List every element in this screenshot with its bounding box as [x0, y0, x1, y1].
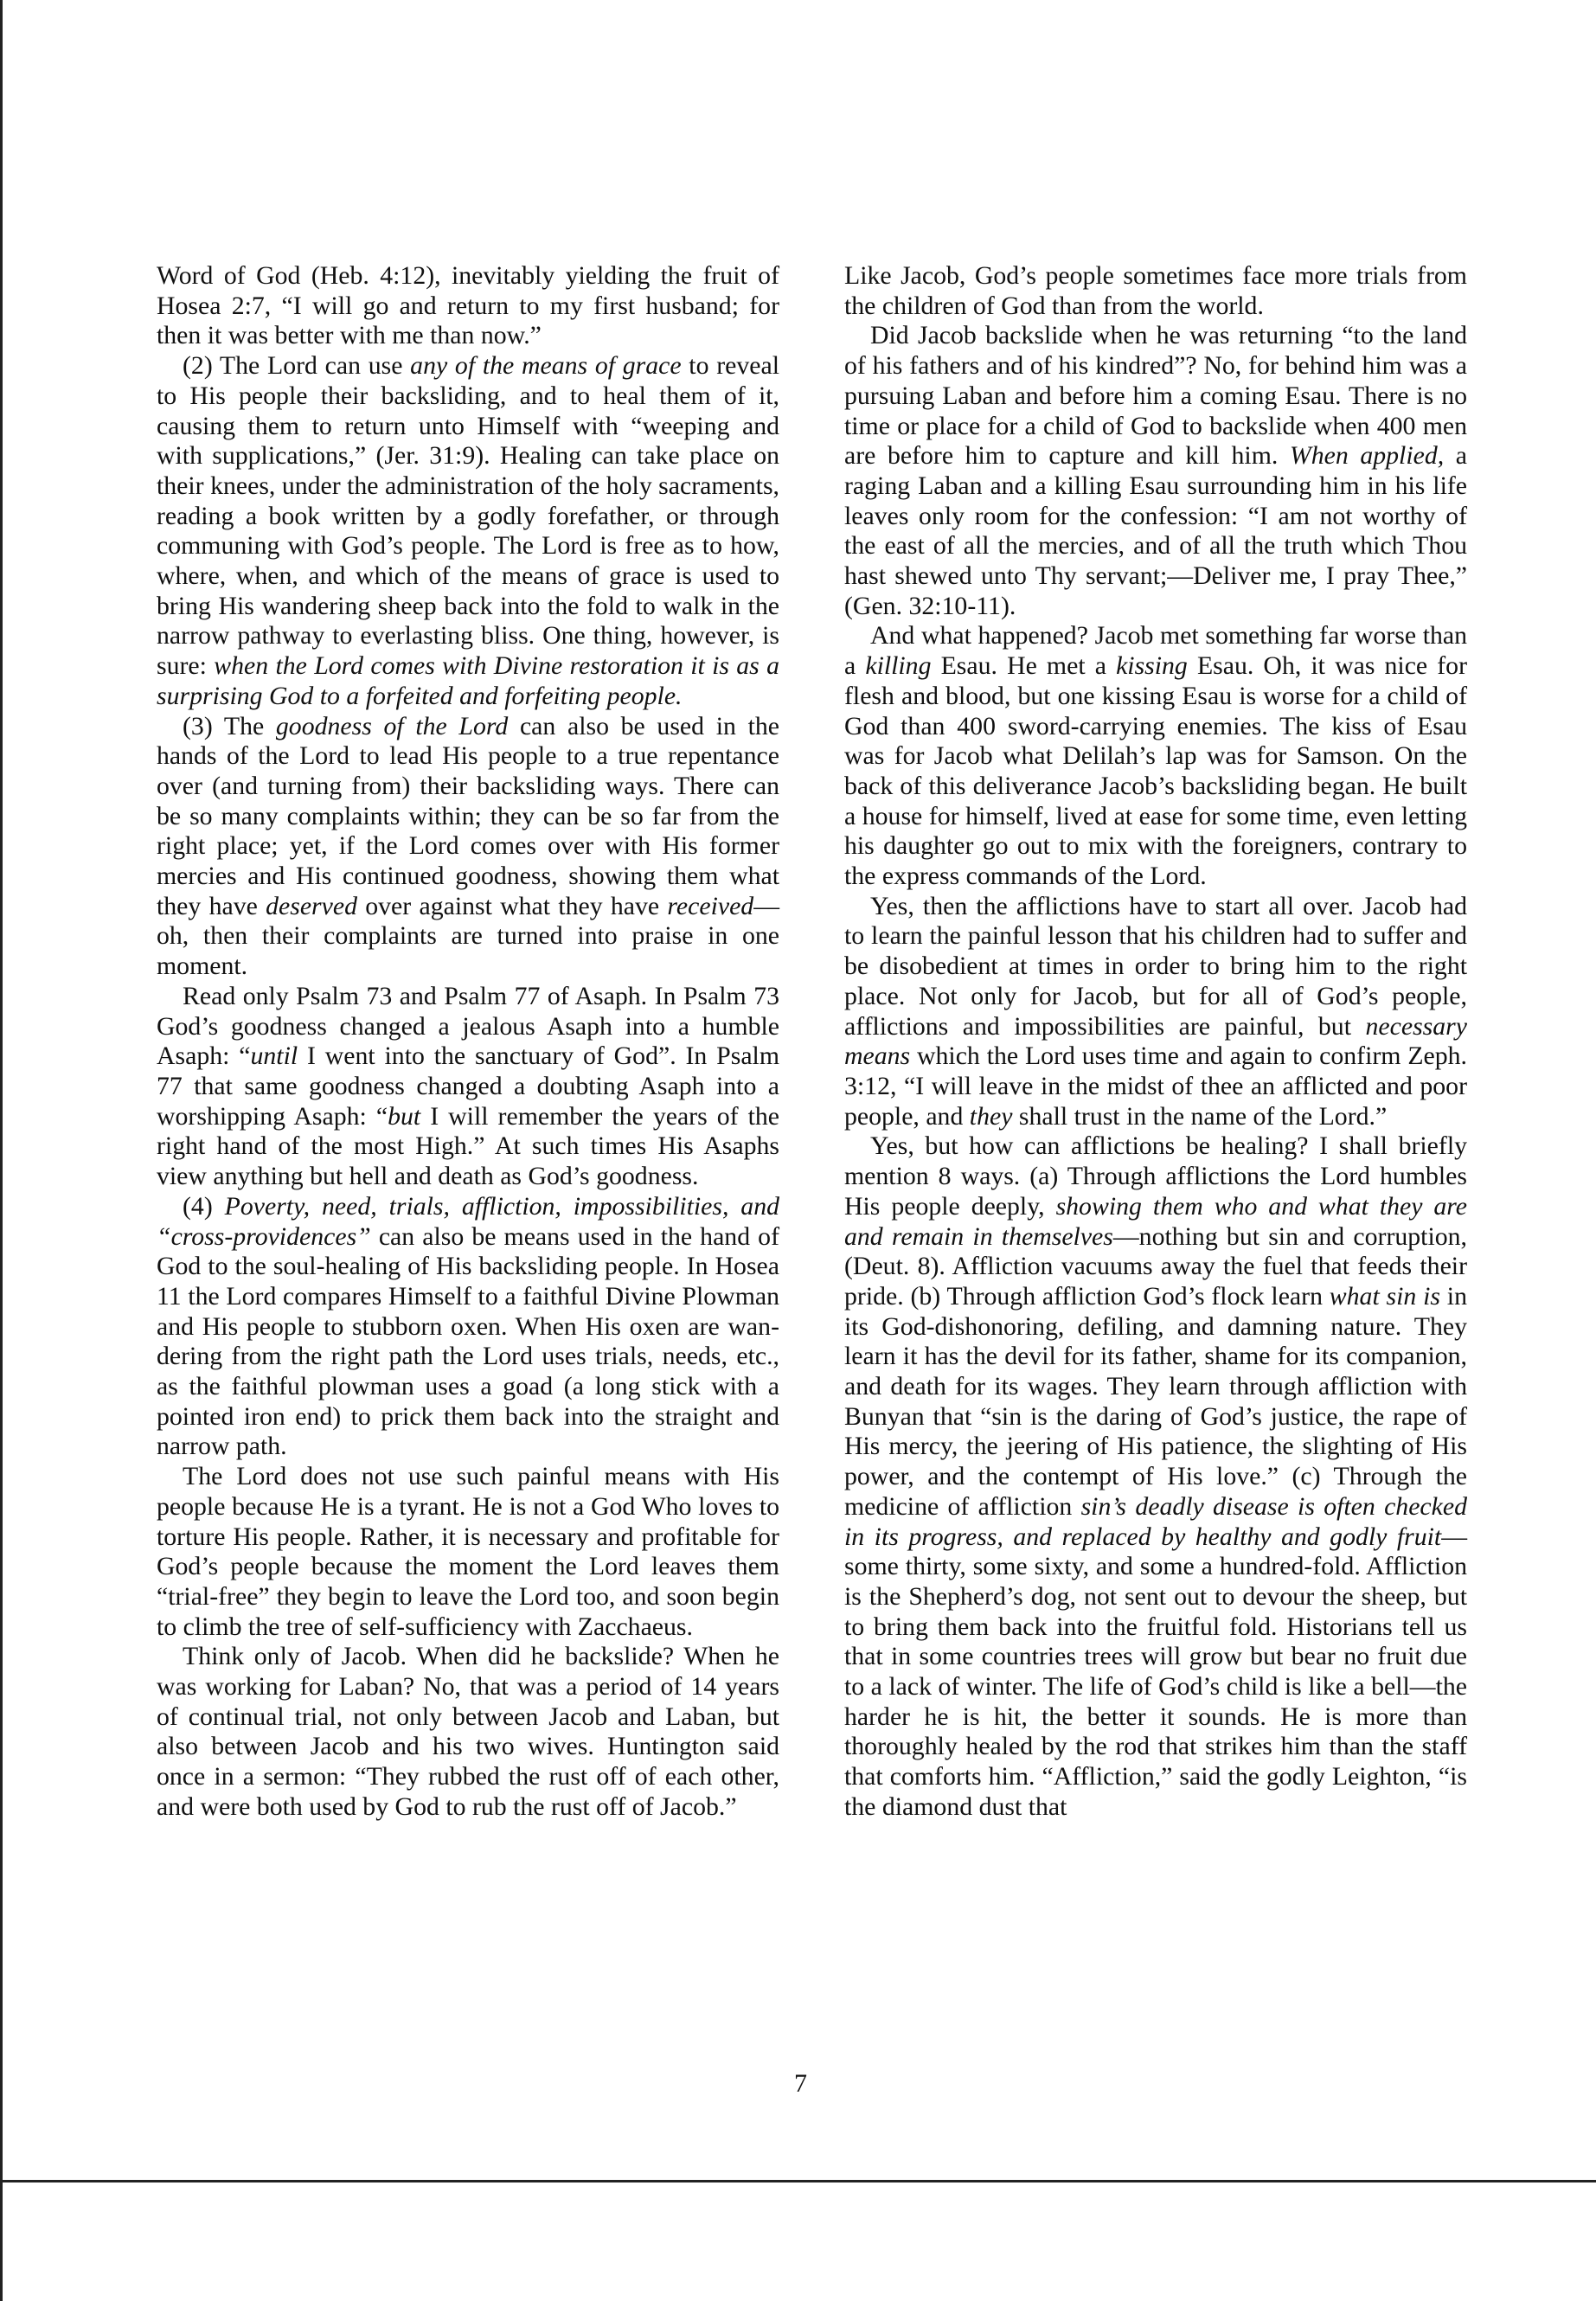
- paragraph: [844, 261, 1467, 321]
- paragraph: [844, 1131, 1467, 1822]
- italic-text: sin’s deadly disease is often checked in its progress, and replaced by healthy and godly fruit: [844, 1491, 1468, 1551]
- paragraph: [157, 351, 779, 711]
- italic-text: showing them who and what they are and remain in themselves: [844, 1191, 1467, 1251]
- text: I will remember the years of the right hand of the most High.” At such times His Asaphs view anything but hell and death as God’s goodness.: [157, 1101, 779, 1191]
- italic-text: received: [667, 891, 754, 920]
- italic-text: any of the means of grace: [410, 351, 682, 381]
- italic-text: they: [969, 1101, 1013, 1131]
- bottom-rule: [3, 2180, 1596, 2182]
- text: (3) The: [183, 711, 276, 740]
- left-column: [157, 261, 779, 1823]
- text: Esau. Oh, it was nice for flesh and blood, but one kissing Esau is worse for a child of God than 400 sword-carrying enemies. The kiss of Esau was for Jacob what Delilah’s lap was for Samson. On the back of this deliverance Jacob’s backsliding began. He built a house for himself, lived at ease for some time, even letting his daughter go out to mix with the foreigners, contrary to the express commands of the Lord.: [844, 651, 1468, 891]
- paragraph: [157, 261, 779, 351]
- text: Yes, but how can afflictions be healing? I shall briefly mention 8 ways. (a) Through afflictions the Lord humbles His people deeply,: [844, 1131, 1467, 1221]
- italic-text: when the Lord comes with Divine restoration it is as a surprising God to a forfeited and forfeiting people.: [157, 651, 779, 710]
- text: can also be means used in the hand of God to the soul-healing of His backsliding people. In Hosea 11 the Lord compares Himself to a faithful Divine Plowman and His people to stubborn oxen. When His oxen are wandering from the right path the Lord uses trials, needs, etc., as the faithful plowman uses a goad (a long stick with a pointed iron end) to prick them back into the straight and narrow path.: [157, 1221, 779, 1461]
- italic-text: Poverty, need, trials, affliction, impossibilities, and “cross-providences”: [157, 1191, 779, 1251]
- text: Yes, then the afflictions have to start all over. Jacob had to learn the painful lesson that his children had to suffer and be disobedient at times in order to bring him to the right place. Not only for Jacob, but for all of God’s people, afflictions and impossibilities are painful, but: [844, 891, 1467, 1041]
- paragraph: [157, 1462, 779, 1642]
- text: (4): [183, 1191, 225, 1221]
- text: over against what they have: [356, 891, 668, 920]
- paragraph: [844, 621, 1467, 891]
- paragraph: [157, 1192, 779, 1462]
- text: to reveal to His people their backsliding, and to heal them of it, causing them to return unto Himself with “weeping and with supplications,” (Jer. 31:9). Healing can take place on their knees, under the administration of the holy sacraments, reading a book written by a godly forefather, or through communing with God’s people. The Lord is free as to how, where, when, and which of the means of grace is used to bring His wandering sheep back into the fold to walk in the narrow pathway to everlasting bliss. One thing, however, is sure:: [157, 351, 779, 681]
- text: (2) The Lord can use: [183, 351, 411, 381]
- right-column: [844, 261, 1467, 1823]
- text: in its God-dishonoring, defiling, and damning nature. They learn it has the devil for its father, shame for its companion, and death for its wages. They learn through affliction with Bunyan that “sin is the daring of God’s justice, the rape of His mercy, the jeering of His patience, the slighting of His power, and the contempt of His love.” (c) Through the medicine of affliction: [844, 1281, 1467, 1521]
- paragraph: [157, 712, 779, 982]
- text: Read only Psalm 73 and Psalm 77 of Asaph. In Psalm 73 God’s goodness changed a jealous Asaph into a humble Asaph: “: [157, 981, 779, 1071]
- paragraph: [844, 321, 1467, 621]
- italic-text: but: [388, 1101, 421, 1131]
- text: Word of God (Heb. 4:12), inevitably yielding the fruit of Hosea 2:7, “I will go and return to my first husband; for then it was better with me than now.”: [157, 261, 779, 350]
- text: which the Lord uses time and again to confirm Zeph. 3:12, “I will leave in the midst of thee an afflicted and poor people, and: [844, 1042, 1467, 1131]
- paragraph: [157, 1642, 779, 1822]
- page-number: 7: [794, 2069, 807, 2098]
- italic-text: necessary means: [844, 1011, 1467, 1071]
- italic-text: goodness of the Lord: [275, 711, 509, 740]
- text: —some thirty, some sixty, and some a hundred-fold. Affliction is the Shepherd’s dog, not sent out to devour the sheep, but to bring them back into the fruitful fold. Historians tell us that in some countries trees will grow but bear no fruit due to a lack of winter. The life of God’s child is like a bell—the harder he is hit, the better it sounds. He is more than thoroughly healed by the rod that strikes him than the staff that comforts him. “Affliction,” said the godly Leighton, “is the diamond dust that: [844, 1522, 1467, 1821]
- text: I went into the sanctuary of God”. In Psalm 77 that same goodness changed a doubting Asaph into a worshipping Asaph: “: [157, 1042, 780, 1131]
- paragraph: [157, 982, 779, 1192]
- italic-text: until: [250, 1042, 298, 1071]
- paragraph: [844, 892, 1467, 1132]
- italic-text: deserved: [266, 891, 357, 920]
- text: Like Jacob, God’s people sometimes face more trials from the children of God than from the world.: [844, 261, 1467, 320]
- text: Esau. He met a: [931, 651, 1117, 681]
- italic-text: killing: [865, 651, 932, 681]
- italic-text: When applied,: [1289, 441, 1445, 471]
- text: can also be used in the hands of the Lord to lead His people to a true repentance over (and turning from) their backsliding ways. There can be so many complaints within; they can be so far from the right place; yet, if the Lord comes over with His former mercies and His continued goodness, showing them what they have: [157, 711, 779, 920]
- italic-text: kissing: [1116, 651, 1188, 681]
- text: Did Jacob backslide when he was returning “to the land of his fathers and of his kindred”? No, for behind him was a pursuing Laban and before him a coming Esau. There is no time or place for a child of God to backslide when 400 men are before him to capture and kill him.: [844, 321, 1467, 471]
- text: —oh, then their complaints are turned into praise in one moment.: [157, 891, 779, 981]
- text: The Lord does not use such painful means with His people because He is a tyrant. He is not a God Who loves to torture His people. Rather, it is necessary and profitable for God’s people because the moment the Lord leaves them “trial-free” they begin to leave the Lord too, and soon begin to climb the tree of self-sufficiency with Zacchaeus.: [157, 1462, 779, 1641]
- text: a raging Laban and a killing Esau surrounding him in his life leaves only room for the confession: “I am not worthy of the east of all the mercies, and of all the truth which Thou hast shewed unto Thy servant;—Deliver me, I pray Thee,” (Gen. 32:10-11).: [844, 441, 1467, 620]
- text: And what happened? Jacob met something far worse than a: [844, 621, 1467, 681]
- text: Think only of Jacob. When did he backslide? When he was working for Laban? No, that was a period of 14 years of continual trial, not only between Jacob and Laban, but also between Jacob and his two wives. Huntington said once in a sermon: “They rubbed the rust off of each other, and were both used by God to rub the rust off of Jacob.”: [157, 1642, 779, 1821]
- text: shall trust in the name of the Lord.”: [1012, 1101, 1388, 1131]
- text: —nothing but sin and corruption, (Deut. 8). Affliction vacuums away the fuel that feeds their pride. (b) Through affliction God’s flock learn: [844, 1221, 1467, 1311]
- italic-text: what sin is: [1329, 1281, 1440, 1311]
